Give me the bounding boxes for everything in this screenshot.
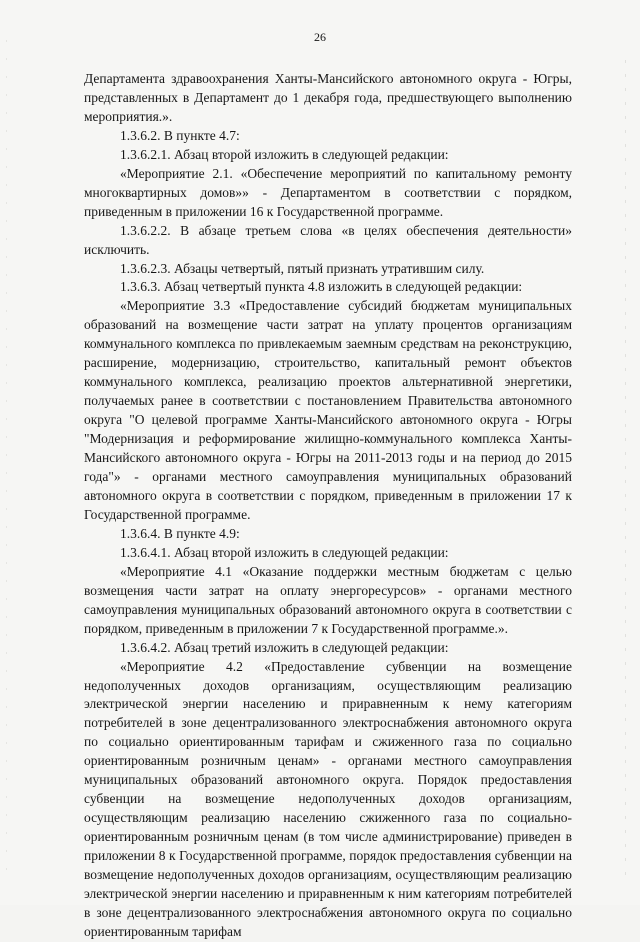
page-number: 26 [314,30,326,44]
paragraph: «Мероприятие 4.1 «Оказание поддержки местным бюджетам с целью возмещения части затрат на оплату энергоресурсов» - органами местного самоуправления муниципальных образований автономного округа в соответствии с порядком, приведенным в приложении 7 к Государственной программе.». [84,563,572,636]
paragraph: Департамента здравоохранения Ханты-Мансийского автономного округа - Югры, представленных в Департамент до 1 декабря года, предшествующего выполнению мероприятия.». [84,71,572,124]
paragraph: 1.3.6.4.1. Абзац второй изложить в следующей редакции: [120,544,449,560]
paragraph: 1.3.6.4.2. Абзац третий изложить в следующей редакции: [120,639,449,655]
paragraph: 1.3.6.2.3. Абзацы четвертый, пятый признать утратившим силу. [120,260,485,276]
scan-edge-left [6,40,7,880]
paragraph: «Мероприятие 4.2 «Предоставление субвенции на возмещение недополученных доходов организациям, осуществляющим реализацию электрической энергии населению и приравненным к нему категориям потребителей в зоне децентрализованного электроснабжения автономного округа по социально ориентированным тарифам и сжиженного газа по социально ориентированным розничным ценам» - органами местного самоуправления муниципальных образований автономного округа. Порядок предоставления субвенции на возмещение недополученных доходов организациям, осуществляющим реализацию населению сжиженного газа по социально-ориентированным розничным ценам (в том числе администрирование) приведен в приложении 8 к Государственной программе, порядок предоставления субвенции на возмещение недополученных доходов организациям, осуществляющим реализацию электрической энергии населению и приравненным к ним категориям потребителей в зоне децентрализованного электроснабжения автономного округа по социально ориентированным тарифам [84,658,572,939]
paragraph: 1.3.6.2. В пункте 4.7: [120,127,240,143]
paragraph: 1.3.6.2.1. Абзац второй изложить в следующей редакции: [120,146,449,162]
paragraph: 1.3.6.2.2. В абзаце третьем слова «в целях обеспечения деятельности» исключить. [84,222,572,257]
document-body [84,70,572,942]
paragraph: «Мероприятие 3.3 «Предоставление субсидий бюджетам муниципальных образований на возмещение части затрат на уплату процентов организациям коммунального комплекса по привлекаемым заемным средствам на реконструкцию, расширение, модернизацию, строительство, капитальный ремонт объектов коммунального комплекса, реализацию проектов альтернативной энергетики, получаемых ранее в соответствии с постановлением Правительства автономного округа "О целевой программе Ханты-Мансийского автономного округа - Югры "Модернизация и реформирование жилищно-коммунального комплекса Ханты-Мансийского автономного округа - Югры на 2011-2013 годы и на период до 2015 года"» - органами местного самоуправления муниципальных образований автономного округа в соответствии с порядком, приведенным в приложении 17 к Государственной программе. [84,298,572,522]
paragraph: 1.3.6.4. В пункте 4.9: [120,525,240,541]
scan-edge-right [625,60,626,880]
paragraph: «Мероприятие 2.1. «Обеспечение мероприятий по капитальному ремонту многоквартирных домов»» - Департаментом в соответствии с порядком, приведенным в приложении 16 к Государственной программе. [84,165,572,219]
paragraph: 1.3.6.3. Абзац четвертый пункта 4.8 изложить в следующей редакции: [120,279,523,295]
